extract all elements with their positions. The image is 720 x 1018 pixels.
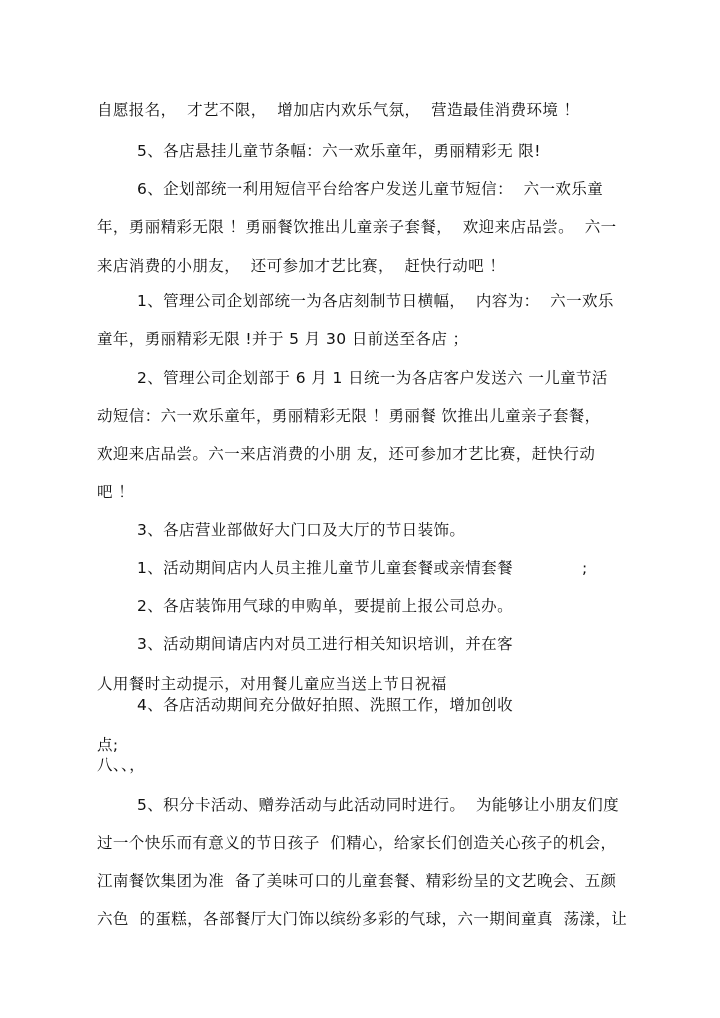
text-line: 年，勇丽精彩无限 ！勇丽餐饮推出儿童亲子套餐， 欢迎来店品尝。 六一	[97, 218, 617, 236]
text-line: 2、管理公司企划部于 6 月 1 日统一为各店客户发送六 一儿童节活	[137, 369, 608, 387]
text-line: 六色 的蛋糕，各部餐厅大门饰以缤纷多彩的气球，六一期间童真 荡漾，让	[97, 910, 628, 928]
text-line: 动短信：六一欢乐童年，勇丽精彩无限 ！勇丽餐 饮推出儿童亲子套餐，	[97, 407, 601, 425]
text-line: 江南餐饮集团为准 备了美味可口的儿童套餐、精彩纷呈的文艺晚会、五颜	[97, 872, 617, 890]
text-line: 人用餐时主动提示，对用餐儿童应当送上节日祝福	[97, 675, 447, 693]
text-line: 3、各店营业部做好大门口及大厅的节日装饰。	[137, 521, 466, 539]
text-line: 过一个快乐而有意义的节日孩子 们精心，给家长们创造关心孩子的机会，	[97, 834, 617, 852]
text-line: 自愿报名， 才艺不限， 增加店内欢乐气氛， 营造最佳消费环境 ！	[97, 101, 580, 119]
text-line: 吧 ！	[97, 483, 135, 501]
text-line: 2、各店装饰用气球的申购单，要提前上报公司总办。	[137, 597, 513, 615]
text-line: 5、各店悬挂儿童节条幅：六一欢乐童年，勇丽精彩无 限!	[137, 142, 541, 160]
text-line: 童年，勇丽精彩无限 !并于 5 月 30 日前送至各店 ；	[97, 330, 469, 348]
text-line: 1、管理公司企划部统一为各店刻制节日横幅， 内容为： 六一欢乐	[137, 292, 614, 310]
text-line: 欢迎来店品尝。六一来店消费的小朋 友，还可参加才艺比赛，赶快行动	[97, 445, 596, 463]
text-line: 4、各店活动期间充分做好拍照、洗照工作，增加创收	[137, 696, 513, 714]
text-line: 点;	[97, 736, 119, 754]
text-line: ;	[582, 559, 588, 577]
text-line: 6、企划部统一利用短信平台给客户发送儿童节短信： 六一欢乐童	[137, 180, 604, 198]
text-line: 来店消费的小朋友， 还可参加才艺比赛， 赶快行动吧 ！	[97, 257, 506, 275]
text-line: 3、活动期间请店内对员工进行相关知识培训，并在客	[137, 635, 513, 653]
text-line: 八、、，	[97, 756, 146, 774]
text-line: 1、活动期间店内人员主推儿童节儿童套餐或亲情套餐	[137, 559, 513, 577]
text-line: 5、积分卡活动、赠券活动与此活动同时进行。 为能够让小朋友们度	[137, 796, 620, 814]
